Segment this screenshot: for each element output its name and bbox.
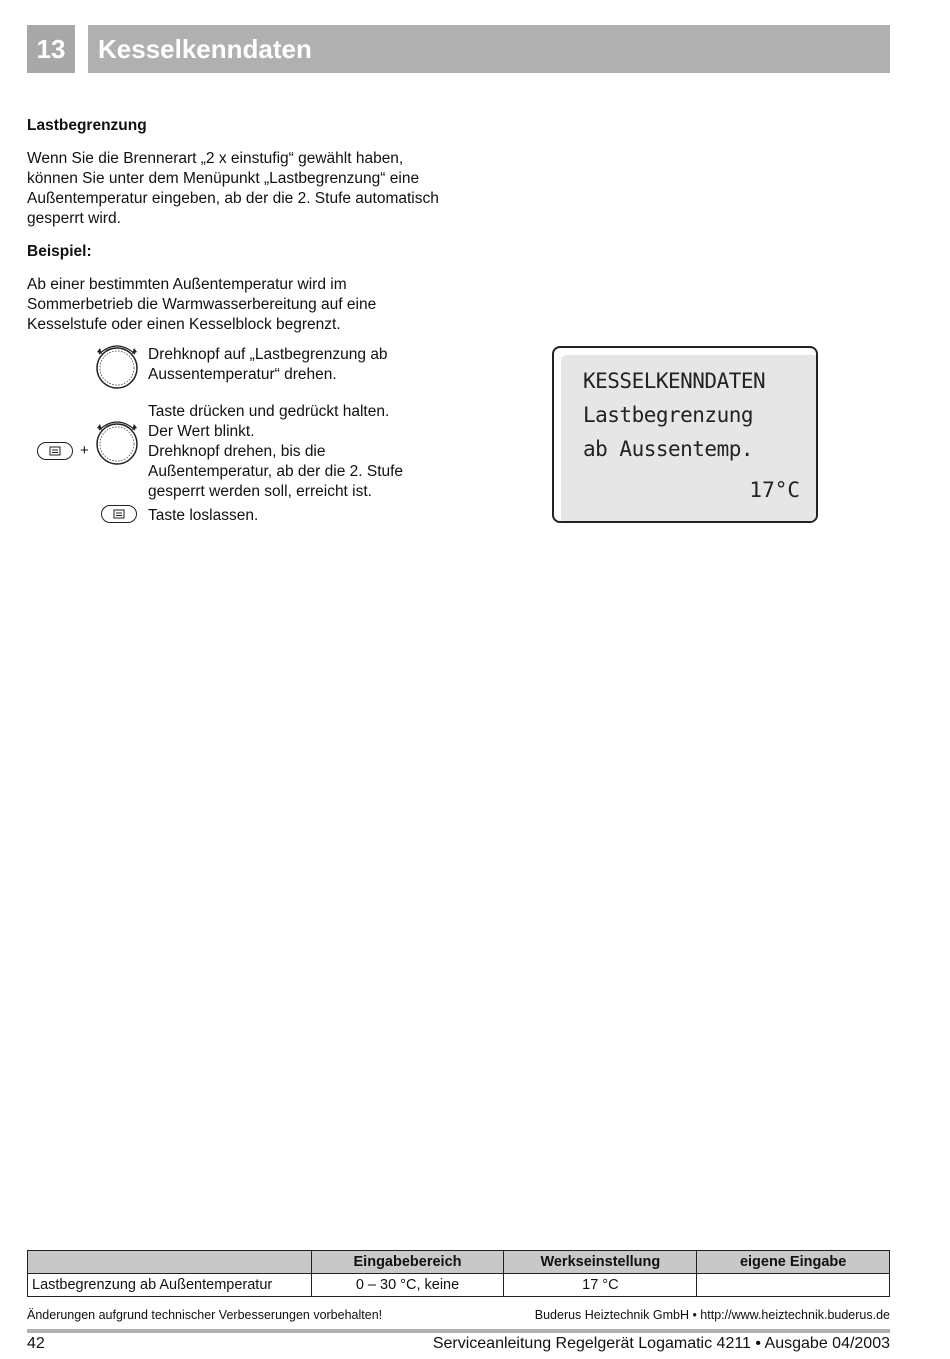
table-header: Werkseinstellung — [504, 1251, 697, 1274]
menu-key-icon — [101, 505, 137, 523]
publication-info: Serviceanleitung Regelgerät Logamatic 4211 • Ausgabe 04/2003 — [432, 1335, 890, 1352]
step-turn-knob: Drehknopf auf „Lastbegrenzung ab Aussentemperatur“ drehen. — [148, 346, 388, 383]
intro-paragraph: Wenn Sie die Brennerart „2 x einstufig“ gewählt haben, können Sie unter dem Menüpunkt „Lastbegrenzung“ eine Außentemperatur eingeben, ab der die 2. Stufe automatisch gesperrt wird. — [27, 150, 439, 227]
rotary-knob-icon — [94, 340, 140, 392]
step-press-key: Taste drücken und gedrückt halten. — [148, 403, 390, 420]
step-release-key: Taste loslassen. — [148, 507, 259, 524]
page-number: 42 — [27, 1335, 45, 1352]
table-header — [28, 1251, 312, 1274]
rotary-knob-icon — [94, 416, 140, 468]
table-row — [28, 1274, 890, 1297]
lcd-display — [552, 346, 818, 523]
footer-rule — [27, 1329, 890, 1333]
table-cell: 17 °C — [504, 1274, 697, 1297]
lcd-value: 17°C — [749, 478, 800, 502]
table-cell: Lastbegrenzung ab Außentemperatur — [28, 1274, 312, 1297]
key-symbol-icon — [113, 509, 125, 520]
example-heading: Beispiel: — [27, 243, 92, 260]
footnote-left: Änderungen aufgrund technischer Verbesserungen vorbehalten! — [27, 1308, 383, 1322]
section-heading: Lastbegrenzung — [27, 117, 147, 134]
footnote-right: Buderus Heiztechnik GmbH • http://www.heiztechnik.buderus.de — [534, 1308, 890, 1322]
chapter-number: 13 — [27, 25, 75, 73]
table-header: Eingabebereich — [311, 1251, 504, 1274]
menu-key-icon — [37, 442, 73, 460]
lcd-line-1: KESSELKENNDATEN — [583, 369, 766, 393]
example-paragraph: Ab einer bestimmten Außentemperatur wird im Sommerbetrieb die Warmwasserbereitung auf eine Kesselstufe oder einen Kesselblock begrenzt. — [27, 276, 377, 333]
table-cell — [697, 1274, 890, 1297]
lcd-line-3: ab Aussentemp. — [583, 437, 754, 461]
table-header: eigene Eingabe — [697, 1251, 890, 1274]
step-turn-to-value: Drehknopf drehen, bis die Außentemperatur, ab der die 2. Stufe gesperrt werden soll, erreicht ist. — [148, 443, 404, 500]
table-header-row — [28, 1251, 890, 1274]
parameter-table — [27, 1250, 890, 1297]
chapter-title: Kesselkenndaten — [88, 25, 890, 73]
lcd-screen — [561, 355, 816, 521]
plus-sign: + — [80, 442, 89, 459]
table-cell: 0 – 30 °C, keine — [311, 1274, 504, 1297]
lcd-line-2: Lastbegrenzung — [583, 403, 754, 427]
step-value-blinks: Der Wert blinkt. — [148, 423, 255, 440]
key-symbol-icon — [49, 446, 61, 457]
